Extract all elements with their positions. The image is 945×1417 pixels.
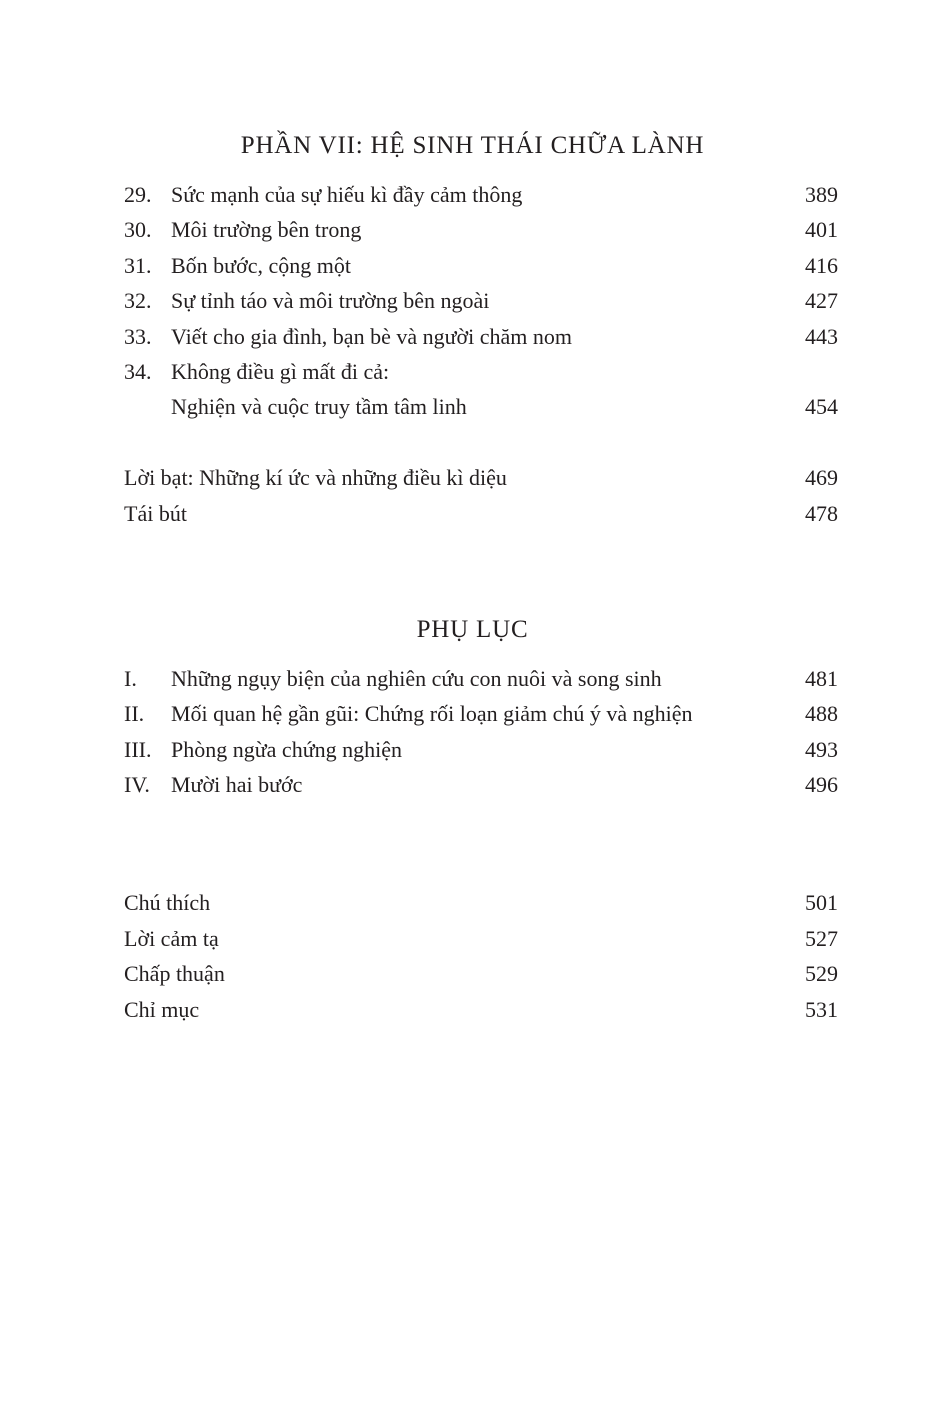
- entry-title: Chỉ mục: [124, 997, 200, 1022]
- toc-entry: [124, 251, 838, 281]
- entry-number: IV.: [124, 772, 150, 797]
- toc-entry: [124, 180, 838, 210]
- entry-title: Viết cho gia đình, bạn bè và người chăm nom: [171, 324, 573, 349]
- entry-title: Tái bút: [124, 501, 187, 526]
- entry-page: 416: [805, 253, 838, 278]
- entry-number: I.: [124, 666, 137, 691]
- part-vii-heading: PHẦN VII: HỆ SINH THÁI CHỮA LÀNH: [240, 132, 705, 159]
- entry-title: Mối quan hệ gần gũi: Chứng rối loạn giảm chú ý và nghiện: [171, 701, 693, 726]
- entry-number: 30.: [124, 217, 152, 242]
- toc-entry: [124, 215, 838, 245]
- entry-title: Lời cảm tạ: [124, 926, 219, 951]
- entry-page: 389: [805, 182, 838, 207]
- entry-title: Phòng ngừa chứng nghiện: [171, 737, 402, 762]
- toc-entry-postscript: [124, 499, 838, 529]
- toc-entry-index: [124, 995, 838, 1025]
- entry-page: 501: [805, 890, 838, 915]
- entry-title: Những ngụy biện của nghiên cứu con nuôi và song sinh: [171, 666, 662, 691]
- entry-page: 454: [805, 394, 838, 419]
- entry-number: 29.: [124, 182, 152, 207]
- entry-page: 493: [805, 737, 838, 762]
- entry-page: 488: [805, 701, 838, 726]
- entry-title: Chấp thuận: [124, 961, 225, 986]
- entry-page: 478: [805, 501, 838, 526]
- entry-title: Chú thích: [124, 890, 211, 915]
- toc-entry: [124, 770, 838, 800]
- entry-title: Không điều gì mất đi cả:: [171, 359, 390, 384]
- entry-title-line-2: Nghiện và cuộc truy tầm tâm linh: [171, 394, 467, 419]
- appendix-heading: PHỤ LỤC: [416, 616, 529, 643]
- toc-entry-permissions: [124, 959, 838, 989]
- entry-page: 481: [805, 666, 838, 691]
- entry-page: 469: [805, 465, 838, 490]
- toc-entry-acknowledgments: [124, 924, 838, 954]
- entry-title: Sức mạnh của sự hiếu kì đầy cảm thông: [171, 182, 523, 207]
- entry-title: Bốn bước, cộng một: [171, 253, 351, 278]
- entry-number: 31.: [124, 253, 152, 278]
- entry-page: 427: [805, 288, 838, 313]
- entry-title: Sự tỉnh táo và môi trường bên ngoài: [171, 288, 490, 313]
- toc-entry: [124, 699, 838, 729]
- entry-page: 529: [805, 961, 838, 986]
- entry-number: 32.: [124, 288, 152, 313]
- toc-entry-afterword: [124, 463, 838, 493]
- toc-entry: [124, 286, 838, 316]
- entry-title: Lời bạt: Những kí ức và những điều kì diệu: [124, 465, 507, 490]
- entry-title: Môi trường bên trong: [171, 217, 362, 242]
- toc-entry: [124, 357, 838, 387]
- entry-title: Mười hai bước: [171, 772, 303, 797]
- toc-entry-continuation: [124, 392, 838, 422]
- entry-number: 33.: [124, 324, 152, 349]
- toc-entry: [124, 322, 838, 352]
- entry-number: III.: [124, 737, 152, 762]
- entry-page: 527: [805, 926, 838, 951]
- entry-number: 34.: [124, 359, 152, 384]
- entry-page: 496: [805, 772, 838, 797]
- toc-entry: [124, 735, 838, 765]
- entry-page: 531: [805, 997, 838, 1022]
- entry-page: 443: [805, 324, 838, 349]
- toc-entry-notes: [124, 888, 838, 918]
- toc-entry: [124, 664, 838, 694]
- entry-page: 401: [805, 217, 838, 242]
- entry-number: II.: [124, 701, 145, 726]
